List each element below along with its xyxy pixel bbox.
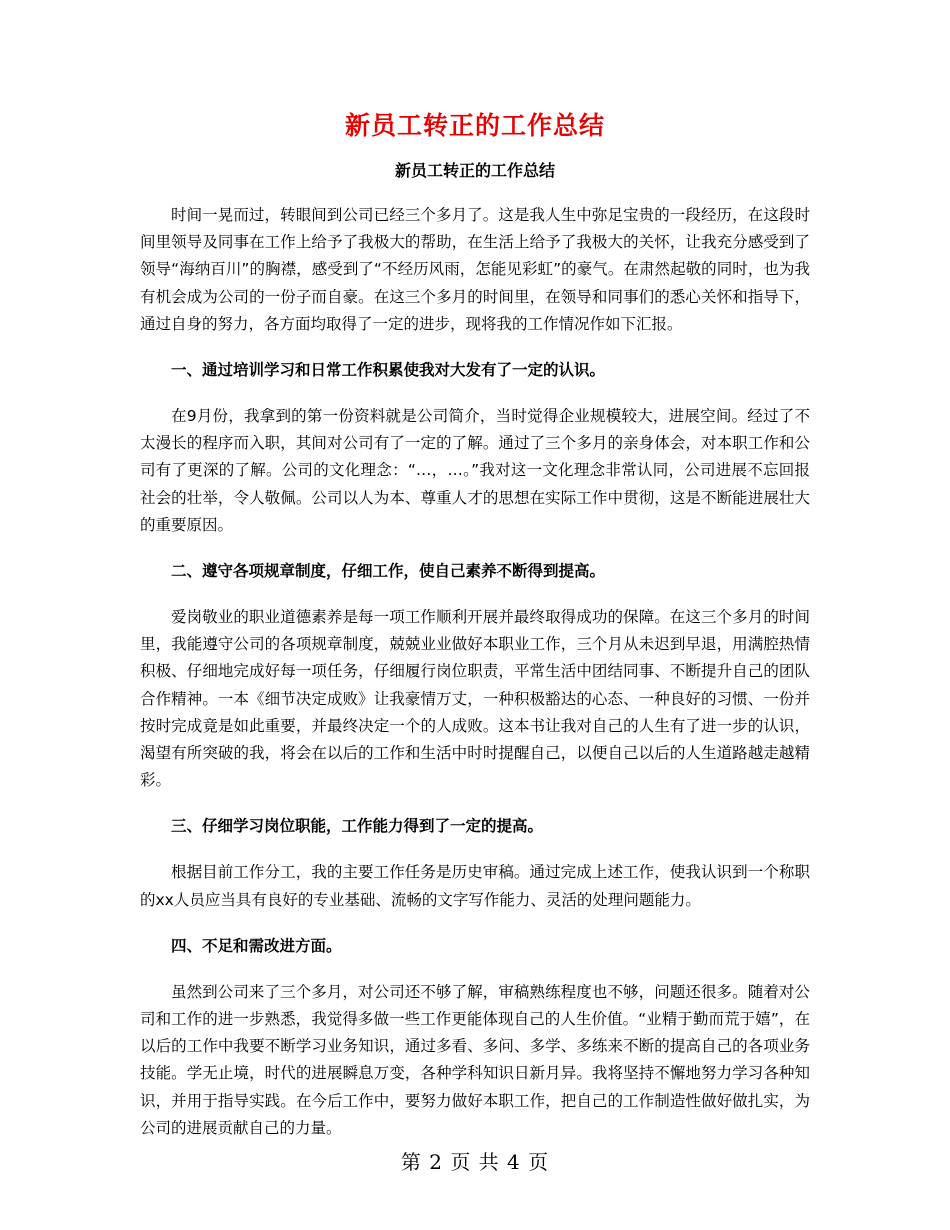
section-body-4: 虽然到公司来了三个多月，对公司还不够了解，审稿熟练程度也不够，问题还很多。随着对公司和工作的进一步熟悉，我觉得多做一些工作更能体现自己的人生价值。“业精于勤而荒于嬉”，在以后的工作中我要不断学习业务知识，通过多看、多问、多学、多练来不断的提高自己的各项业务技能。学无止境，时代的进展瞬息万变，各种学科知识日新月异。我将坚持不懈地努力学习各种知识，并用于指导实践。在今后工作中，要努力做好本职工作，把自己的工作制造性做好做扎实，为公司的进展贡献自己的力量。	[140, 982, 810, 1137]
page-number-footer: 第 2 页 共 4 页	[400, 1150, 550, 1174]
section-heading-1: 一、通过培训学习和日常工作积累使我对大发有了一定的认识。	[171, 361, 606, 380]
section-heading-4: 四、不足和需改进方面。	[171, 936, 342, 955]
section-body-2: 爱岗敬业的职业道德素养是每一项工作顺利开展并最终取得成功的保障。在这三个多月的时间里，我能遵守公司的各项规章制度，兢兢业业做好本职业工作，三个月从未迟到早退，用满腔热情积极、仔细地完成好每一项任务，仔细履行岗位职责，平常生活中团结同事、不断提升自己的团队合作精神。一本《细节决定成败》让我豪情万丈，一种积极豁达的心态、一种良好的习惯、一份并按时完成竟是如此重要，并最终决定一个的人成败。这本书让我对自己的人生有了进一步的认识，渴望有所突破的我，将会在以后的工作和生活中时时提醒自己，以便自己以后的人生道路越走越精彩。	[140, 608, 810, 790]
document-subtitle: 新员工转正的工作总结	[394, 161, 555, 180]
section-heading-3: 三、仔细学习岗位职能，工作能力得到了一定的提高。	[171, 817, 544, 836]
section-body-3: 根据目前工作分工，我的主要工作任务是历史审稿。通过完成上述工作，使我认识到一个称职的xx人员应当具有良好的专业基础、流畅的文字写作能力、灵活的处理问题能力。	[140, 863, 810, 909]
section-body-1: 在9月份，我拿到的第一份资料就是公司简介，当时觉得企业规模较大，进展空间。经过了不太漫长的程序而入职，其间对公司有了一定的了解。通过了三个多月的亲身体会，对本职工作和公司有了更深的了解。公司的文化理念：“…，…。”我对这一文化理念非常认同，公司进展不忘回报社会的壮举，令人敬佩。公司以人为本、尊重人才的思想在实际工作中贯彻，这是不断能进展壮大的重要原因。	[140, 407, 810, 534]
section-heading-2: 二、遵守各项规章制度，仔细工作，使自己素养不断得到提高。	[171, 562, 606, 581]
document-title: 新员工转正的工作总结	[344, 111, 605, 140]
intro-paragraph: 时间一晃而过，转眼间到公司已经三个多月了。这是我人生中弥足宝贵的一段经历，在这段时间里领导及同事在工作上给予了我极大的帮助，在生活上给予了我极大的关怀，让我充分感受到了领导“海纳百川”的胸襟，感受到了“不经历风雨，怎能见彩虹”的豪气。在肃然起敬的同时，也为我有机会成为公司的一份子而自豪。在这三个多月的时间里，在领导和同事们的悉心关怀和指导下，通过自身的努力，各方面均取得了一定的进步，现将我的工作情况作如下汇报。	[140, 206, 810, 333]
document-body	[140, 202, 810, 1142]
